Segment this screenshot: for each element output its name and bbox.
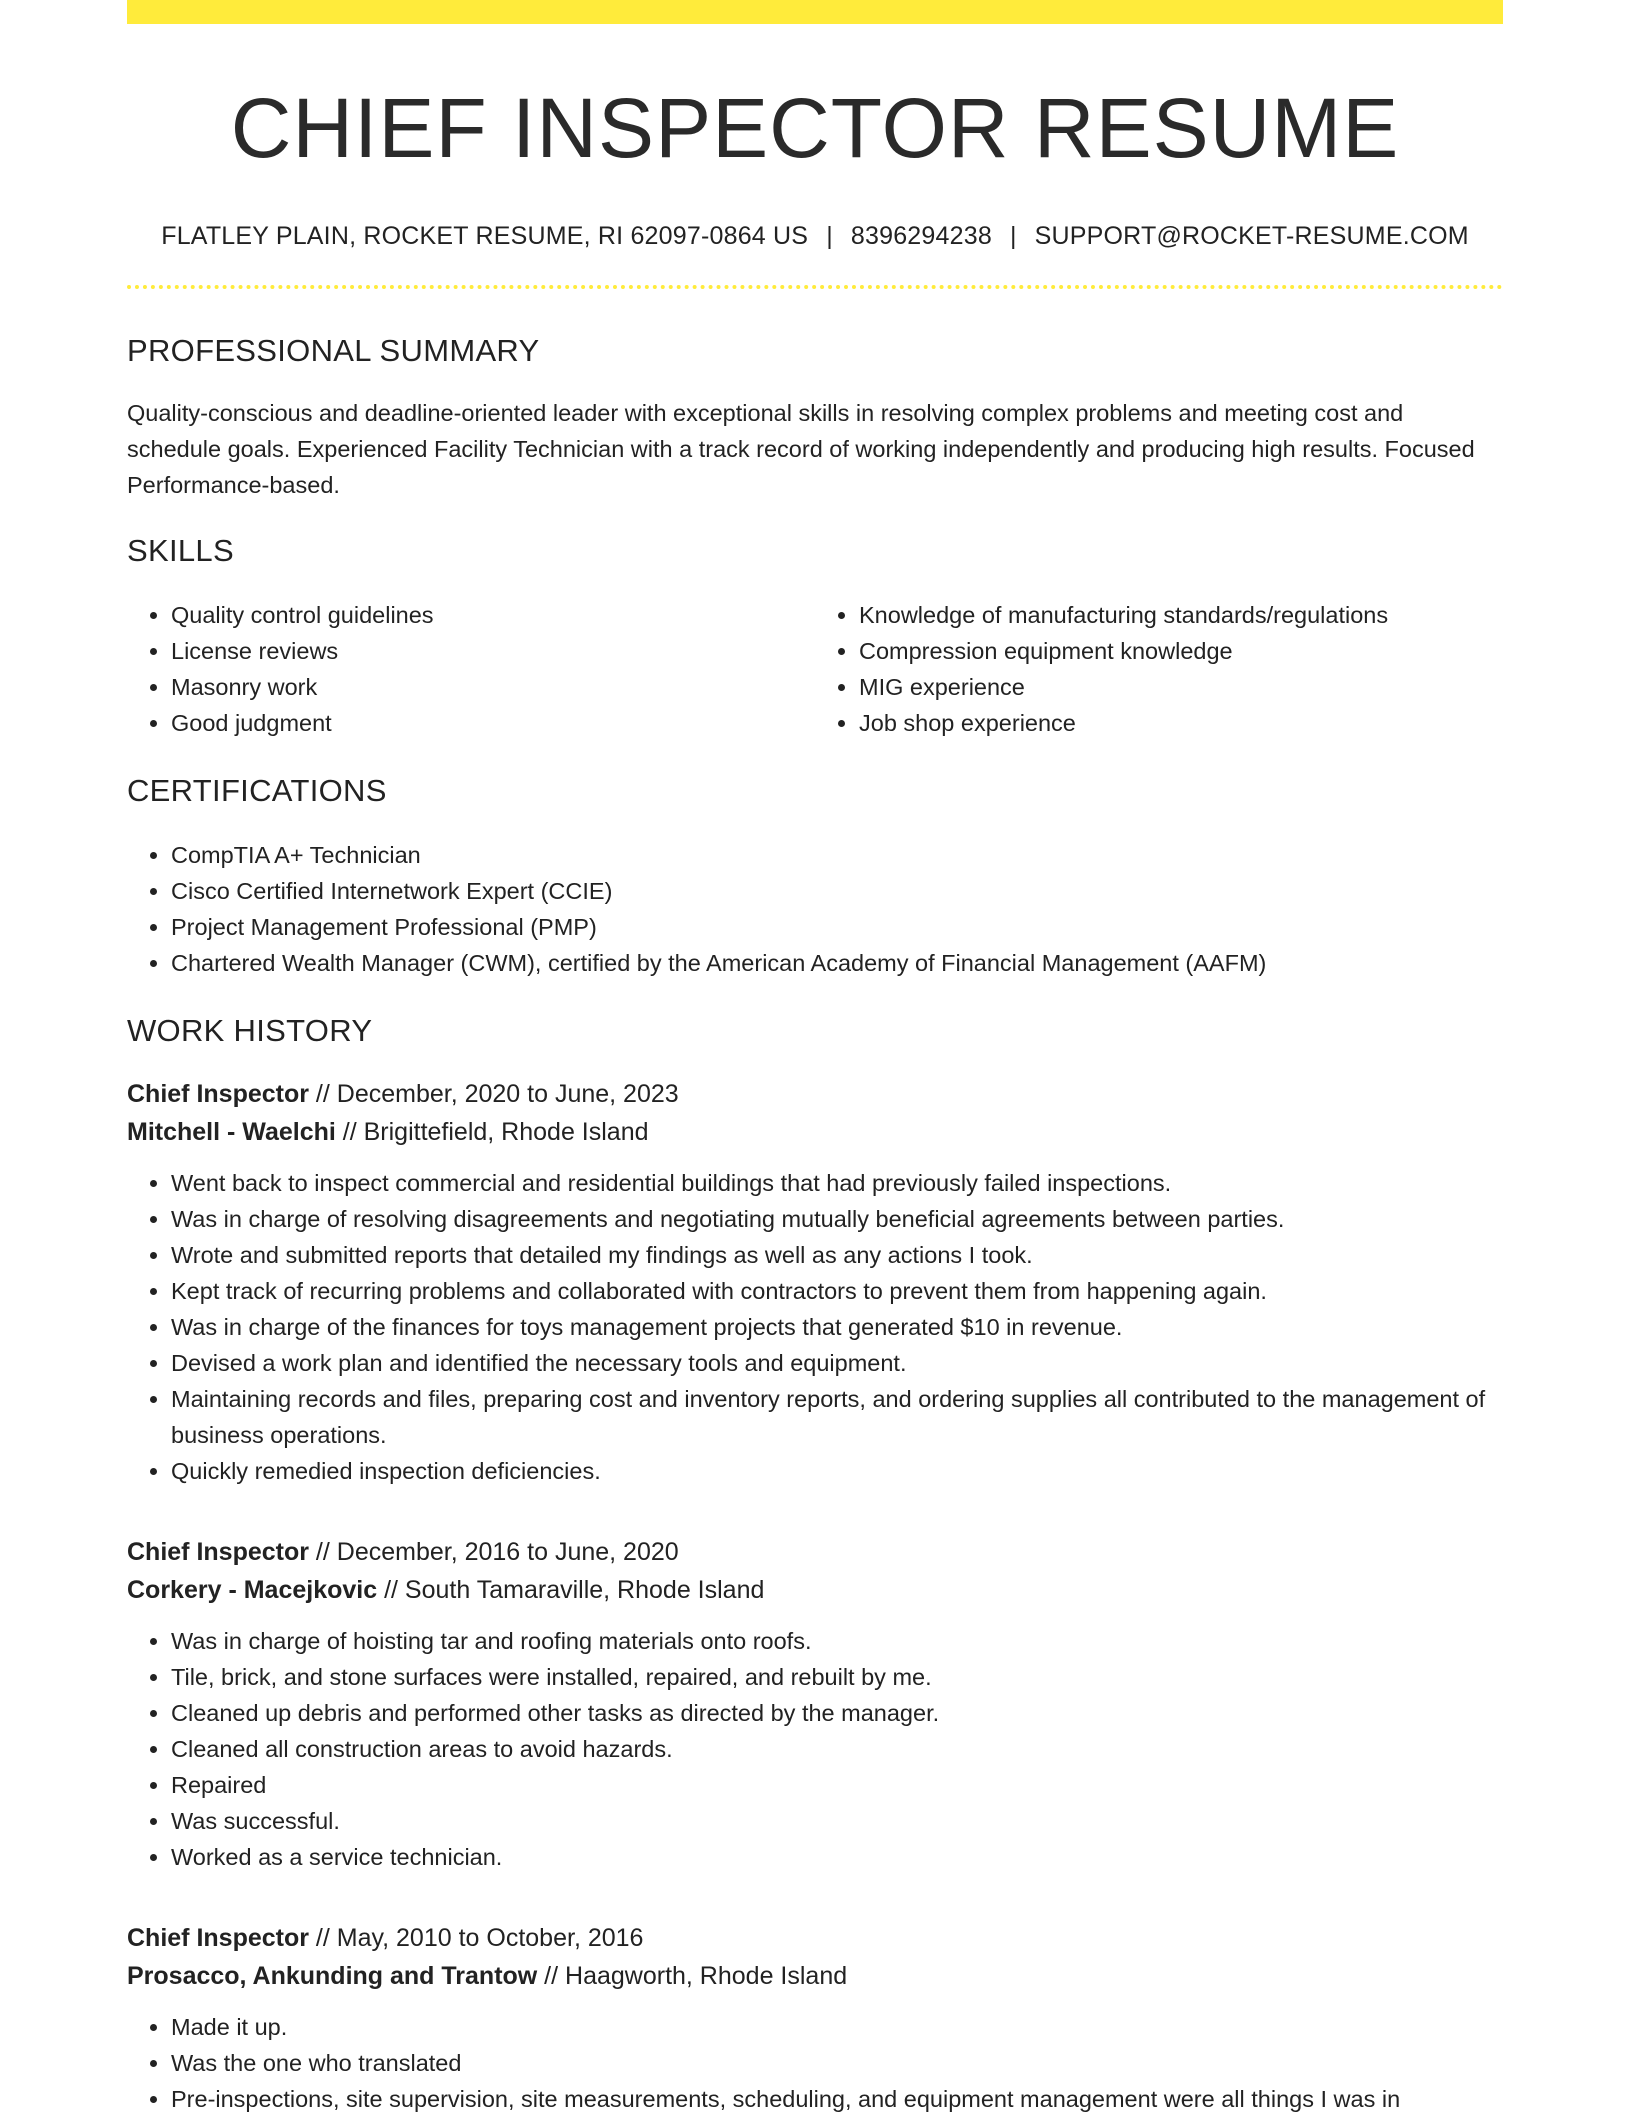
job-location: // Haagworth, Rhode Island	[537, 1962, 848, 1991]
job-bullet: • Maintaining records and files, preparing cost and inventory reports, and ordering supplies all contributed to the management of business operations.	[171, 1381, 1503, 1453]
job-entry	[127, 1075, 1503, 1489]
job-company-line	[127, 1113, 1503, 1151]
dotted-divider	[127, 285, 1503, 289]
job-bullet: • Made it up.	[171, 2009, 1503, 2045]
certifications-list	[127, 837, 1503, 981]
certification-item: • CompTIA A+ Technician	[171, 837, 1503, 873]
job-bullet: • Went back to inspect commercial and residential buildings that had previously failed inspections.	[171, 1165, 1503, 1201]
skill-item: • MIG experience	[859, 669, 1503, 705]
contact-separator: |	[1009, 222, 1017, 251]
job-company: Prosacco, Ankunding and Trantow	[127, 1962, 538, 1991]
job-entry	[127, 1533, 1503, 1875]
contact-address: FLATLEY PLAIN, ROCKET RESUME, RI 62097-0864 US	[161, 222, 809, 251]
contact-line	[127, 222, 1503, 251]
accent-top-bar	[127, 0, 1503, 24]
job-role: Chief Inspector	[127, 1924, 309, 1953]
contact-phone: 8396294238	[850, 222, 992, 251]
job-bullet: • Wrote and submitted reports that detailed my findings as well as any actions I took.	[171, 1237, 1503, 1273]
certifications-heading: CERTIFICATIONS	[127, 773, 387, 809]
skill-item: • Good judgment	[171, 705, 815, 741]
summary-text: Quality-conscious and deadline-oriented leader with exceptional skills in resolving complex problems and meeting cost and schedule goals. Experienced Facility Technician with a track record of working independently and producing high results. Focused Performance-based.	[127, 400, 1475, 499]
skills-heading: SKILLS	[127, 533, 234, 569]
job-bullet: • Pre-inspections, site supervision, site measurements, scheduling, and equipment management were all things I was in	[171, 2081, 1503, 2117]
resume-page	[127, 0, 1503, 2117]
skill-item: • Masonry work	[171, 669, 815, 705]
skills-list-left	[127, 597, 815, 741]
job-bullets	[127, 1165, 1503, 1489]
job-bullet: • Devised a work plan and identified the necessary tools and equipment.	[171, 1345, 1503, 1381]
summary-heading: PROFESSIONAL SUMMARY	[127, 333, 540, 369]
skills-columns	[127, 597, 1503, 741]
job-role-line	[127, 1919, 1503, 1957]
certification-item: • Project Management Professional (PMP)	[171, 909, 1503, 945]
job-bullet: • Cleaned up debris and performed other tasks as directed by the manager.	[171, 1695, 1503, 1731]
skill-item: • Job shop experience	[859, 705, 1503, 741]
job-bullet: • Kept track of recurring problems and collaborated with contractors to prevent them from happening again.	[171, 1273, 1503, 1309]
job-role: Chief Inspector	[127, 1080, 309, 1109]
job-dates: // December, 2020 to June, 2023	[308, 1080, 679, 1109]
job-location: // Brigittefield, Rhode Island	[335, 1118, 649, 1147]
job-bullets	[127, 1623, 1503, 1875]
job-bullet: • Repaired	[171, 1767, 1503, 1803]
job-role-line	[127, 1075, 1503, 1113]
resume-title: CHIEF INSPECTOR RESUME	[230, 81, 1400, 175]
job-company: Corkery - Macejkovic	[127, 1576, 378, 1605]
job-bullet: • Worked as a service technician.	[171, 1839, 1503, 1875]
job-role-line	[127, 1533, 1503, 1571]
job-company-line	[127, 1957, 1503, 1995]
job-bullet: • Cleaned all construction areas to avoid hazards.	[171, 1731, 1503, 1767]
job-bullet: • Was in charge of hoisting tar and roofing materials onto roofs.	[171, 1623, 1503, 1659]
certification-item: • Chartered Wealth Manager (CWM), certified by the American Academy of Financial Management (AAFM)	[171, 945, 1503, 981]
job-bullet: • Quickly remedied inspection deficiencies.	[171, 1453, 1503, 1489]
job-bullets	[127, 2009, 1503, 2117]
job-role: Chief Inspector	[127, 1538, 309, 1567]
contact-separator: |	[826, 222, 833, 251]
job-entry	[127, 1919, 1503, 2117]
job-company: Mitchell - Waelchi	[127, 1118, 336, 1147]
job-bullet: • Was successful.	[171, 1803, 1503, 1839]
certification-item: • Cisco Certified Internetwork Expert (CCIE)	[171, 873, 1503, 909]
skill-item: • Knowledge of manufacturing standards/regulations	[859, 597, 1503, 633]
job-company-line	[127, 1571, 1503, 1609]
job-bullet: • Was the one who translated	[171, 2045, 1503, 2081]
job-bullet: • Tile, brick, and stone surfaces were installed, repaired, and rebuilt by me.	[171, 1659, 1503, 1695]
job-dates: // May, 2010 to October, 2016	[308, 1924, 644, 1953]
job-bullet: • Was in charge of the finances for toys management projects that generated $10 in revenue.	[171, 1309, 1503, 1345]
job-dates: // December, 2016 to June, 2020	[308, 1538, 679, 1567]
skill-item: • Quality control guidelines	[171, 597, 815, 633]
work-history-heading: WORK HISTORY	[127, 1013, 373, 1049]
skill-item: • Compression equipment knowledge	[859, 633, 1503, 669]
contact-email: SUPPORT@ROCKET-RESUME.COM	[1034, 222, 1469, 251]
skills-list-right	[815, 597, 1503, 741]
skill-item: • License reviews	[171, 633, 815, 669]
job-location: // South Tamaraville, Rhode Island	[377, 1576, 765, 1605]
job-bullet: • Was in charge of resolving disagreements and negotiating mutually beneficial agreements between parties.	[171, 1201, 1503, 1237]
